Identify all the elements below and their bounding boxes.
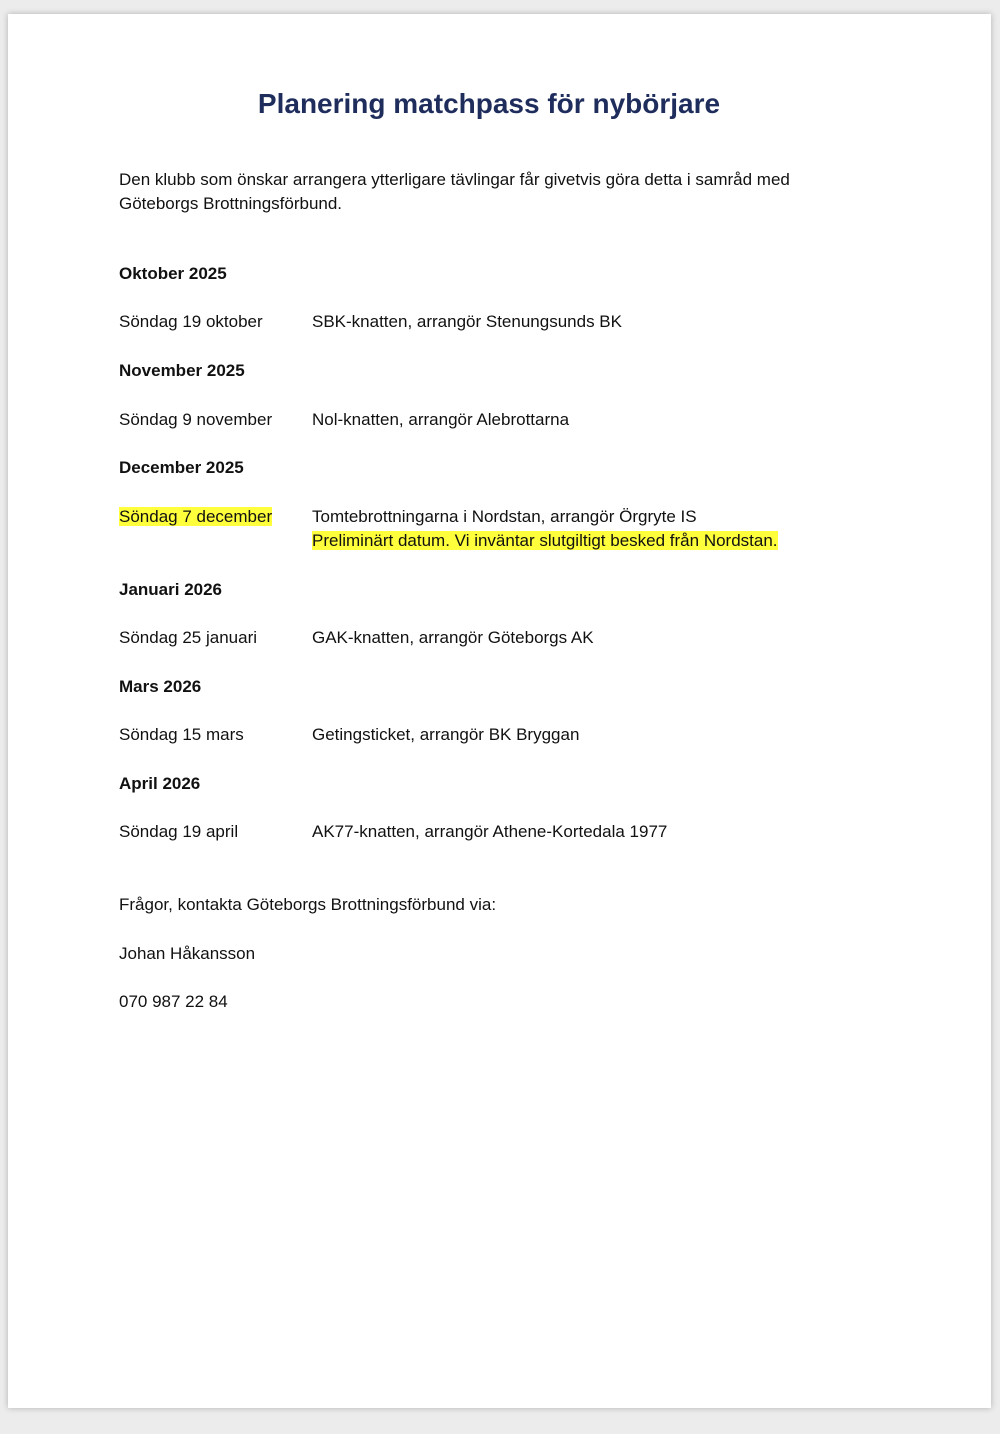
event-description-oktober: SBK-knatten, arrangör Stenungsunds BK — [312, 312, 622, 331]
event-note-december — [312, 531, 778, 551]
event-description-december: Tomtebrottningarna i Nordstan, arrangör Örgryte IS — [312, 507, 697, 526]
month-heading-januari: Januari 2026 — [119, 580, 223, 599]
month-heading-november: November 2025 — [119, 361, 245, 380]
event-description-mars: Getingsticket, arrangör BK Bryggan — [312, 725, 580, 744]
contact-phone: 070 987 22 84 — [119, 992, 228, 1011]
document-page — [8, 14, 991, 1408]
event-date-januari: Söndag 25 januari — [119, 628, 258, 647]
contact-intro: Frågor, kontakta Göteborgs Brottningsförbund via: — [119, 895, 497, 914]
event-date-november: Söndag 9 november — [119, 410, 273, 429]
highlighted-date: Söndag 7 december — [119, 507, 273, 526]
event-description-januari: GAK-knatten, arrangör Göteborgs AK — [312, 628, 594, 647]
event-date-oktober: Söndag 19 oktober — [119, 312, 263, 331]
month-heading-april: April 2026 — [119, 774, 201, 793]
event-date-mars: Söndag 15 mars — [119, 725, 244, 744]
event-description-november: Nol-knatten, arrangör Alebrottarna — [312, 410, 570, 429]
page-title: Planering matchpass för nybörjare — [257, 88, 721, 119]
month-heading-december: December 2025 — [119, 458, 244, 477]
contact-name: Johan Håkansson — [119, 944, 256, 963]
event-description-april: AK77-knatten, arrangör Athene-Kortedala 1977 — [312, 822, 668, 841]
event-date-december — [119, 507, 272, 527]
intro-paragraph: Den klubb som önskar arrangera ytterligare tävlingar får givetvis göra detta i samråd med Göteborgs Brottningsförbund. — [119, 170, 790, 213]
highlighted-note: Preliminärt datum. Vi inväntar slutgiltigt besked från Nordstan. — [312, 531, 778, 550]
month-heading-mars: Mars 2026 — [119, 677, 202, 696]
month-heading-oktober: Oktober 2025 — [119, 264, 227, 283]
event-date-april: Söndag 19 april — [119, 822, 239, 841]
